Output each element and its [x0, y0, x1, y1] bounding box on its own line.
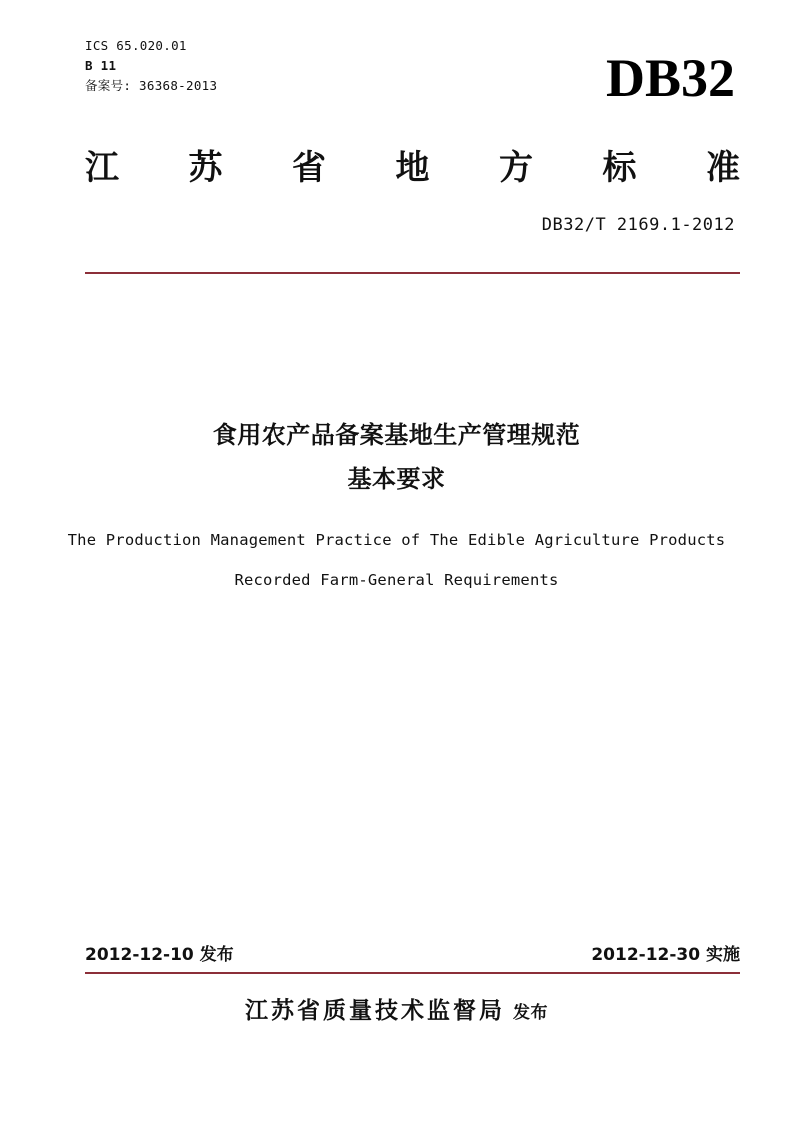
issue-date: 2012-12-10 发布	[85, 945, 234, 965]
issuer-organization: 江苏省质量技术监督局	[245, 998, 505, 1024]
ics-code: ICS 65.020.01	[85, 38, 187, 53]
title-char-5: 方	[499, 148, 533, 188]
title-char-7: 准	[706, 148, 740, 188]
document-title-cn-line2: 基本要求	[347, 465, 446, 493]
record-number: 备案号: 36368-2013	[85, 78, 218, 93]
ics-metadata-block	[85, 36, 217, 96]
document-title-cn-line1: 食用农产品备案基地生产管理规范	[212, 421, 581, 449]
document-title-en-line1: The Production Management Practice of The Edible Agriculture Products	[67, 531, 726, 549]
document-title-en-line2: Recorded Farm-General Requirements	[234, 571, 559, 589]
footer-dates	[85, 940, 740, 965]
title-char-1: 江	[85, 148, 119, 188]
standard-title-chinese	[85, 140, 740, 189]
title-char-2: 苏	[188, 148, 223, 188]
db32-logo: DB32	[605, 48, 735, 108]
issuer-block	[0, 992, 793, 1025]
effective-date: 2012-12-30 实施	[591, 945, 740, 965]
header-divider-rule	[85, 272, 740, 274]
title-char-4: 地	[395, 148, 430, 188]
footer-divider-rule	[85, 972, 740, 974]
classification-code: B 11	[85, 58, 117, 73]
document-title-block	[0, 415, 793, 589]
standard-number: DB32/T 2169.1-2012	[541, 215, 735, 235]
issuer-verb: 发布	[513, 1003, 548, 1023]
title-char-6: 标	[602, 148, 637, 188]
title-char-3: 省	[292, 148, 326, 188]
